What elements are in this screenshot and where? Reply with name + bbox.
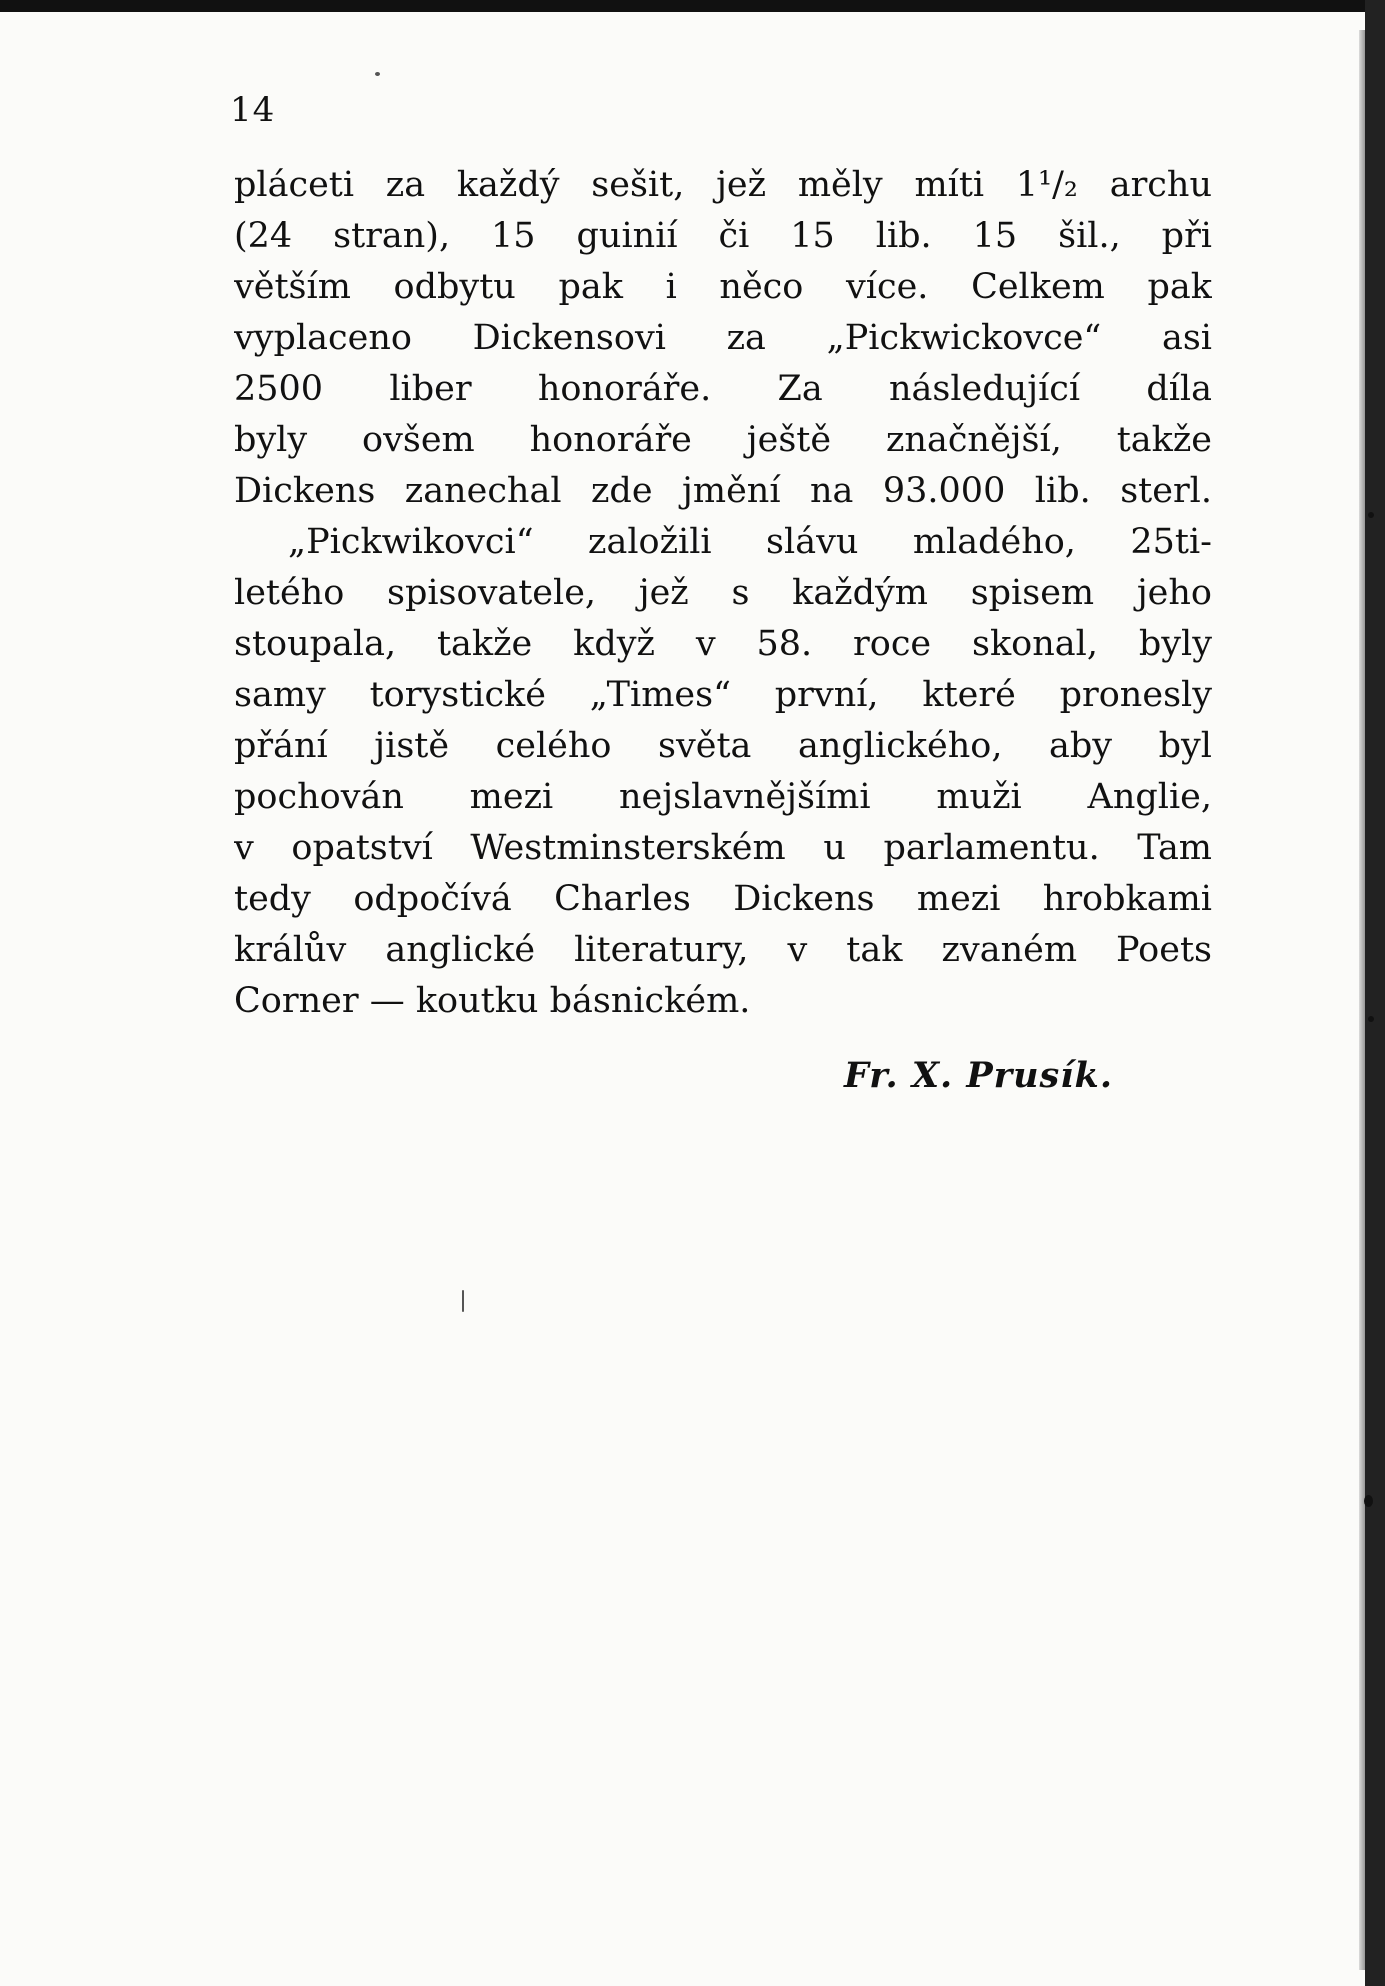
scan-speck (1368, 512, 1374, 518)
page-number: 14 (230, 90, 276, 130)
text-line: Dickens zanechal zde jmění na 93.000 lib. sterl. (234, 471, 1212, 511)
text-line: přání jistě celého světa anglického, aby byl (234, 726, 1212, 766)
text-line: vyplaceno Dickensovi za „Pickwickovce“ asi (234, 318, 1212, 358)
page-gutter-shadow (1359, 30, 1365, 1970)
text-line: tedy odpočívá Charles Dickens mezi hrobkami (234, 879, 1212, 919)
scan-speck (375, 72, 380, 76)
text-line: „Pickwikovci“ založili slávu mladého, 25ti- (288, 522, 1212, 562)
text-line: 2500 liber honoráře. Za následující díla (234, 369, 1212, 409)
text-line: v opatství Westminsterském u parlamentu. Tam (234, 828, 1212, 868)
text-line: stoupala, takže když v 58. roce skonal, byly (234, 624, 1212, 664)
text-line: králův anglické literatury, v tak zvaném Poets (234, 930, 1212, 970)
text-line: Corner — koutku básnickém. (234, 981, 751, 1021)
scan-speck (1364, 1495, 1373, 1507)
text-line: větším odbytu pak i něco více. Celkem pak (234, 267, 1212, 307)
scan-top-border (0, 0, 1385, 12)
text-line: byly ovšem honoráře ještě značnější, takže (234, 420, 1212, 460)
text-line: letého spisovatele, jež s každým spisem jeho (234, 573, 1212, 613)
text-line: samy torystické „Times“ první, které pronesly (234, 675, 1212, 715)
text-line: (24 stran), 15 guinií či 15 lib. 15 šil., při (234, 216, 1212, 256)
author-signature: Fr. X. Prusík. (844, 1055, 1113, 1096)
scan-speck (1368, 1016, 1374, 1022)
scan-right-edge (1365, 0, 1385, 1986)
body-text (234, 160, 1212, 1027)
text-line: pochován mezi nejslavnějšími muži Anglie, (234, 777, 1212, 817)
scan-speck (462, 1290, 464, 1312)
text-line: pláceti za každý sešit, jež měly míti 1¹/₂ archu (234, 165, 1212, 205)
